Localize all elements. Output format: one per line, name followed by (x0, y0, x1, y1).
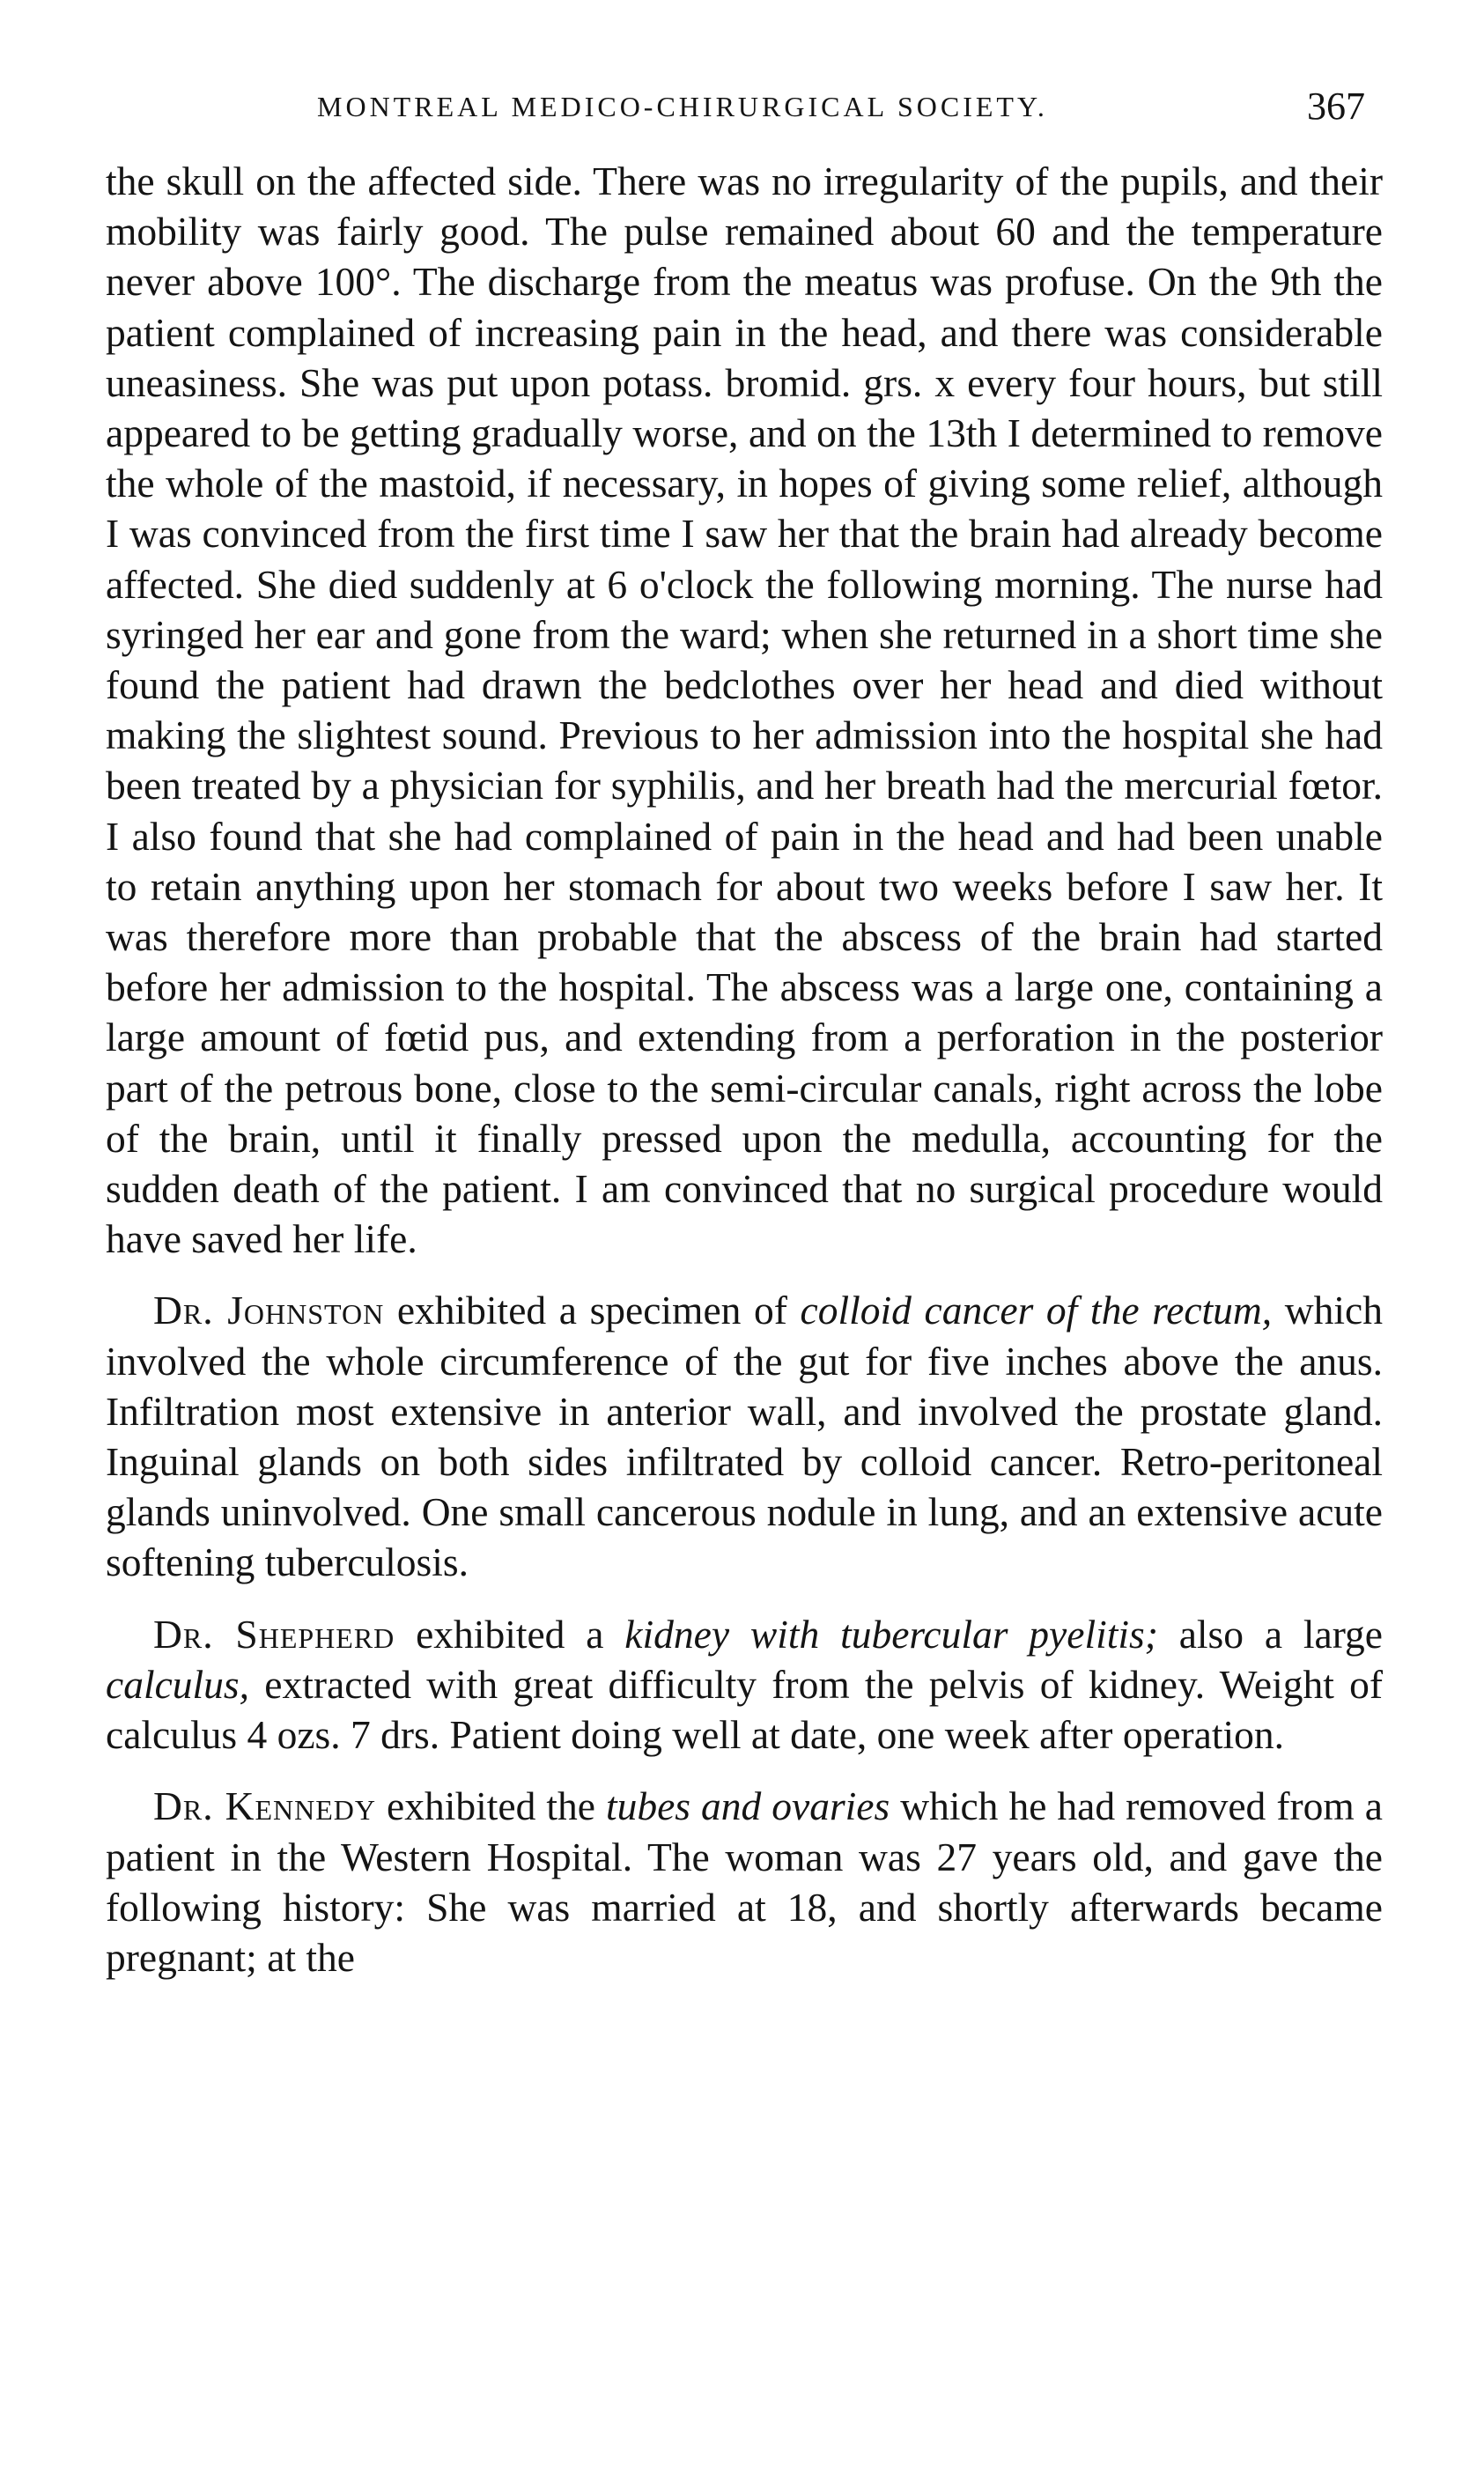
paragraph-text: exhibited a specimen of (384, 1288, 801, 1333)
paragraph-shepherd (106, 1609, 1383, 1761)
paragraph-text: also a large (1157, 1611, 1383, 1657)
running-title: MONTREAL MEDICO-CHIRURGICAL SOCIETY. (317, 91, 1048, 122)
paragraph-text: extracted with great difficulty from the pelvis of kidney. Weight of calculus 4 ozs. 7 drs. Patient doing well at date, one week after operation. (106, 1661, 1383, 1758)
speaker-name: Dr. Kennedy (153, 1783, 376, 1829)
paragraph-text: exhibited the (375, 1783, 606, 1829)
italic-term: tubes and ovaries (605, 1783, 890, 1829)
running-header (106, 84, 1383, 137)
paragraph-text: exhibited a (395, 1611, 625, 1657)
page-number: 367 (1307, 85, 1365, 128)
paragraph-text: which involved the whole circumference of the gut for five inches above the anus. Infiltration most extensive in anterior wall, and involved the prostate gland. Inguinal glands on both sides infiltrated by colloid cancer. Retro-peritoneal glands uninvolved. One small cancerous nodule in lung, and an extensive acute softening tuberculosis. (106, 1288, 1383, 1585)
speaker-name: Dr. Shepherd (153, 1611, 395, 1657)
paragraph-abscess-case: the skull on the affected side. There was no irregularity of the pupils, and their mobility was fairly good. The pulse remained about 60 and the temperature never above 100°. The discharge from the meatus was profuse. On the 9th the patient complained of increasing pain in the head, and there was considerable uneasiness. She was put upon potass. bromid. grs. x every four hours, but still appeared to be getting gradually worse, and on the 13th I determined to remove the whole of the mastoid, if necessary, in hopes of giving some relief, although I was convinced from the first time I saw her that the brain had already become affected. She died suddenly at 6 o'clock the following morning. The nurse had syringed her ear and gone from the ward; when she returned in a short time she found the patient had drawn the bedclothes over her head and died without making the slightest sound. Previous to her admission into the hospital she had been treated by a physician for syphilis, and her breath had the mercurial fœtor. I also found that she had complained of pain in the head and had been unable to retain anything upon her stomach for about two weeks before I saw her. It was therefore more than probable that the abscess of the brain had started before her admission to the hospital. The abscess was a large one, containing a large amount of fœtid pus, and extending from a perforation in the posterior part of the petrous bone, close to the semi-circular canals, right across the lobe of the brain, until it finally pressed upon the medulla, accounting for the sudden death of the patient. I am convinced that no surgical procedure would have saved her life. (106, 159, 1383, 1262)
italic-term: calculus, (106, 1661, 250, 1707)
paragraph-kennedy (106, 1781, 1383, 1982)
document-page (106, 84, 1383, 1982)
paragraph-johnston (106, 1285, 1383, 1587)
paragraph-text: which he had removed from a patient in the Western Hospital. The woman was 27 years old, and gave the following history: She was married at 18, and shortly afterwards became pregnant; at the (106, 1783, 1383, 1980)
italic-term: kidney with tubercular pyelitis; (624, 1611, 1158, 1657)
speaker-name: Dr. Johnston (153, 1288, 385, 1333)
italic-term: colloid cancer of the rectum, (800, 1288, 1273, 1333)
